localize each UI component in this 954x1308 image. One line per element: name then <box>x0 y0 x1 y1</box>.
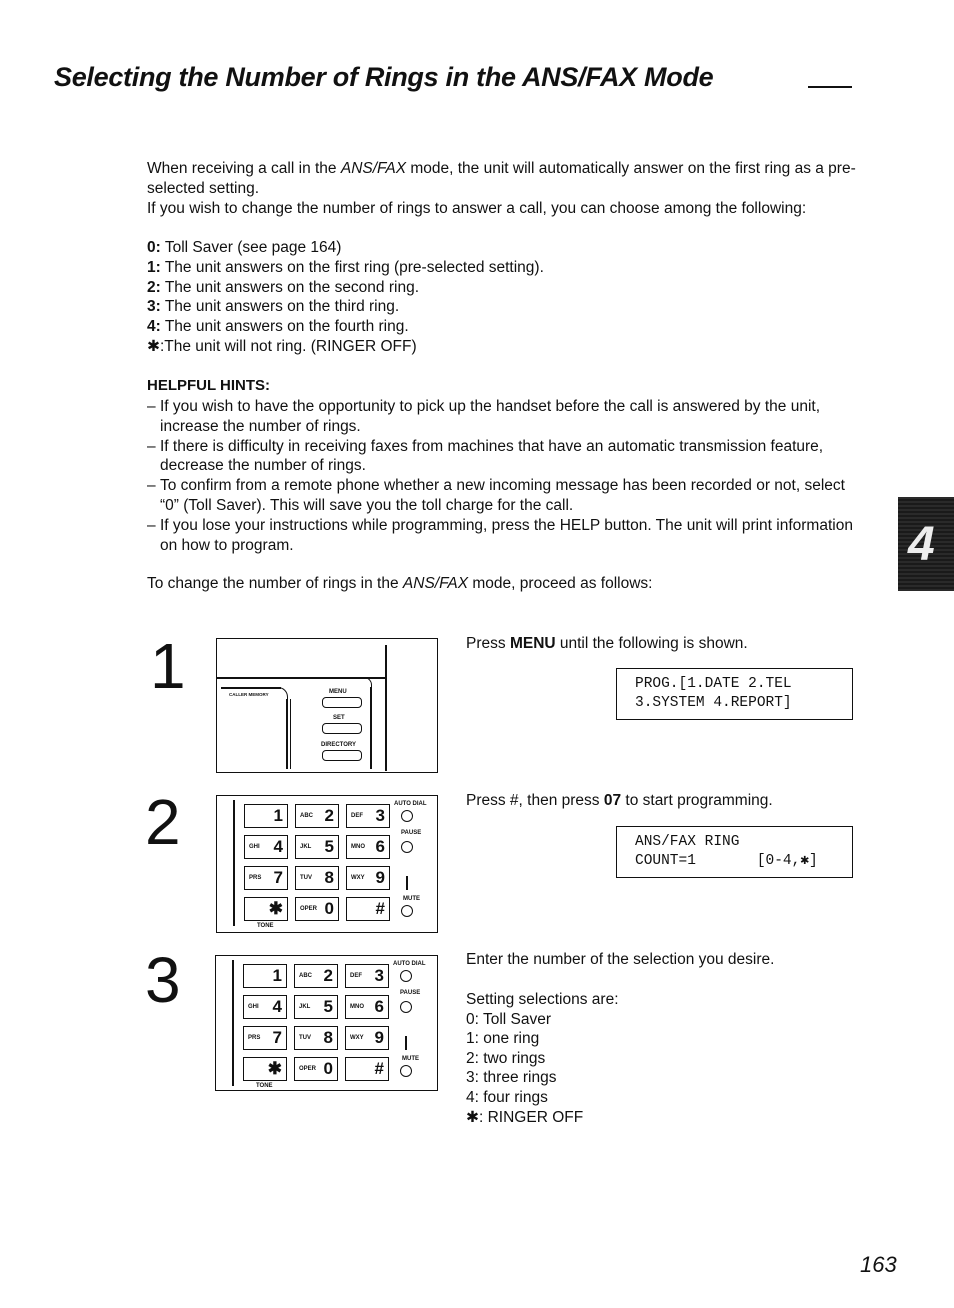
key-digit: # <box>375 899 385 918</box>
keypad-key[interactable] <box>243 1057 287 1081</box>
list-item: 3: The unit answers on the third ring. <box>147 298 400 316</box>
key-letters: DEF <box>350 973 362 979</box>
key-letters: MNO <box>350 1004 364 1010</box>
set-button[interactable] <box>322 723 362 734</box>
auto-dial-label: AUTO DIAL <box>394 801 427 807</box>
key-digit: 9 <box>374 1028 384 1047</box>
hint-item: – If you wish to have the opportunity to pick up the handset before the call is answered by the unit, increase the number of rings. <box>147 397 867 437</box>
key-digit: 5 <box>323 997 333 1016</box>
list-item: 4: four rings <box>466 1088 548 1106</box>
key-letters: WXY <box>351 875 365 881</box>
step-1-display: PROG.[1.DATE 2.TEL 3.SYSTEM 4.REPORT] <box>616 668 853 720</box>
list-item: 0: Toll Saver <box>466 1010 552 1028</box>
keypad-key[interactable] <box>345 964 389 988</box>
key-digit: 7 <box>273 868 283 887</box>
key-digit: 7 <box>272 1028 282 1047</box>
mute-button[interactable] <box>401 905 413 917</box>
directory-label: DIRECTORY <box>321 742 357 748</box>
hint-item: – To confirm from a remote phone whether a new incoming message has been recorded or not, select “0” (Toll Saver). This will save you the toll charge for the call. <box>147 476 867 516</box>
key-digit: 4 <box>273 837 283 856</box>
keypad-key[interactable] <box>244 897 288 921</box>
intro-text <box>147 159 867 218</box>
keypad-key[interactable] <box>345 995 389 1019</box>
key-digit: 0 <box>323 1059 333 1078</box>
ring-options-list <box>147 238 544 357</box>
keypad-key[interactable] <box>294 1026 338 1050</box>
key-digit: 5 <box>324 837 334 856</box>
keypad-inner-border <box>233 800 235 926</box>
key-digit: ✱ <box>267 1059 282 1078</box>
auto-dial-button[interactable] <box>401 810 413 822</box>
mute-label: MUTE <box>402 1056 419 1062</box>
keypad-key[interactable] <box>346 804 390 828</box>
list-item: 3: three rings <box>466 1069 557 1087</box>
keypad-key[interactable] <box>346 897 390 921</box>
key-letters: PRS <box>248 1035 261 1041</box>
keypad-key[interactable] <box>295 804 339 828</box>
pause-label: PAUSE <box>400 990 421 996</box>
key-digit: 8 <box>323 1028 333 1047</box>
step-1-instruction: Press MENU until the following is shown. <box>466 635 748 652</box>
tone-label: TONE <box>256 1083 273 1089</box>
hints-heading: HELPFUL HINTS: <box>147 377 271 394</box>
keypad-key[interactable] <box>345 1026 389 1050</box>
caller-memory-label: CALLER MEMORY <box>229 692 269 697</box>
key-digit: 1 <box>272 966 282 985</box>
key-digit: 6 <box>375 837 385 856</box>
key-letters: OPER <box>300 906 318 912</box>
key-letters: PRS <box>249 875 262 881</box>
page-title: Selecting the Number of Rings in the ANS/FAX Mode <box>54 62 714 92</box>
page-number: 163 <box>860 1252 897 1277</box>
keypad-illustration <box>215 955 438 1091</box>
list-item: 1: one ring <box>466 1030 540 1048</box>
menu-button[interactable] <box>322 697 362 708</box>
step-3-instruction: Enter the number of the selection you desire. <box>466 951 775 968</box>
keypad-key[interactable] <box>243 1026 287 1050</box>
keypad-key[interactable] <box>294 995 338 1019</box>
key-letters: JKL <box>300 844 312 850</box>
mute-button[interactable] <box>400 1065 412 1077</box>
list-item: 4: The unit answers on the fourth ring. <box>147 318 409 336</box>
pause-label: PAUSE <box>401 830 422 836</box>
key-digit: 9 <box>375 868 385 887</box>
key-letters: JKL <box>299 1004 311 1010</box>
keypad-key[interactable] <box>244 804 288 828</box>
keypad-key[interactable] <box>244 835 288 859</box>
hints-list <box>147 397 867 555</box>
mute-label: MUTE <box>403 896 420 902</box>
hint-item: – If you lose your instructions while programming, press the HELP button. The unit will print information on how to program. <box>147 516 867 556</box>
key-letters: ABC <box>300 813 313 819</box>
key-letters: TUV <box>300 875 312 881</box>
key-digit: 2 <box>324 806 334 825</box>
keypad-key[interactable] <box>243 995 287 1019</box>
title-rule <box>808 86 852 88</box>
list-item: 2: The unit answers on the second ring. <box>147 278 420 296</box>
set-label: SET <box>333 715 345 721</box>
key-letters: OPER <box>299 1066 317 1072</box>
list-item: 0: Toll Saver (see page 164) <box>147 239 342 256</box>
step-3-number: 3 <box>145 944 181 1016</box>
keypad-key[interactable] <box>346 835 390 859</box>
key-digit: # <box>374 1059 384 1078</box>
keypad-key[interactable] <box>243 964 287 988</box>
directory-button[interactable] <box>322 750 362 761</box>
keypad-key[interactable] <box>294 1057 338 1081</box>
step-2-number: 2 <box>145 786 181 858</box>
keypad-key[interactable] <box>244 866 288 890</box>
keypad-key[interactable] <box>295 866 339 890</box>
key-digit: 2 <box>323 966 333 985</box>
selection-heading: Setting selections are: <box>466 991 619 1008</box>
pause-button[interactable] <box>400 1001 412 1013</box>
key-digit: 4 <box>272 997 282 1016</box>
keypad-key[interactable] <box>294 964 338 988</box>
key-letters: GHI <box>249 844 260 850</box>
key-letters: TUV <box>299 1035 311 1041</box>
key-letters: GHI <box>248 1004 259 1010</box>
keypad-key[interactable] <box>295 897 339 921</box>
mute-switch[interactable] <box>405 1036 407 1050</box>
chapter-tab: 4 <box>898 497 954 591</box>
keypad-inner-border <box>232 960 234 1086</box>
tone-label: TONE <box>257 923 274 929</box>
key-digit: 3 <box>375 806 385 825</box>
auto-dial-button[interactable] <box>400 970 412 982</box>
key-digit: 6 <box>374 997 384 1016</box>
step-2-instruction: Press #, then press 07 to start programming. <box>466 792 773 809</box>
key-letters: WXY <box>350 1035 364 1041</box>
keypad-illustration <box>216 795 438 933</box>
key-digit: 3 <box>374 966 384 985</box>
keypad-key[interactable] <box>295 835 339 859</box>
key-letters: ABC <box>299 973 312 979</box>
key-letters: MNO <box>351 844 365 850</box>
keypad-key[interactable] <box>346 866 390 890</box>
key-digit: ✱ <box>268 899 283 918</box>
list-item: 1: The unit answers on the first ring (pre-selected setting). <box>147 258 544 276</box>
proceed-text: To change the number of rings in the ANS/FAX mode, proceed as follows: <box>147 575 653 592</box>
intro-paragraph-2: If you wish to change the number of rings to answer a call, you can choose among the following: <box>147 199 807 217</box>
mute-switch[interactable] <box>406 876 408 890</box>
list-item: ✱: RINGER OFF <box>466 1108 584 1126</box>
pause-button[interactable] <box>401 841 413 853</box>
keypad-key[interactable] <box>345 1057 389 1081</box>
key-digit: 1 <box>273 806 283 825</box>
selection-list <box>466 990 619 1127</box>
hint-item: – If there is difficulty in receiving faxes from machines that have an automatic transmission feature, decrease the number of rings. <box>147 437 867 477</box>
list-item: ✱:The unit will not ring. (RINGER OFF) <box>147 337 417 355</box>
list-item: 2: two rings <box>466 1049 546 1067</box>
key-letters: DEF <box>351 813 363 819</box>
menu-label: MENU <box>329 689 347 695</box>
step-1-number: 1 <box>150 630 186 702</box>
key-digit: 8 <box>324 868 334 887</box>
step-2-display: ANS/FAX RING COUNT=1 [0-4,✱] <box>616 826 853 878</box>
intro-paragraph-1: When receiving a call in the ANS/FAX mode, the unit will automatically answer on the first ring as a pre-selected setting. <box>147 160 856 197</box>
key-digit: 0 <box>324 899 334 918</box>
auto-dial-label: AUTO DIAL <box>393 961 426 967</box>
control-panel-illustration <box>216 638 438 773</box>
